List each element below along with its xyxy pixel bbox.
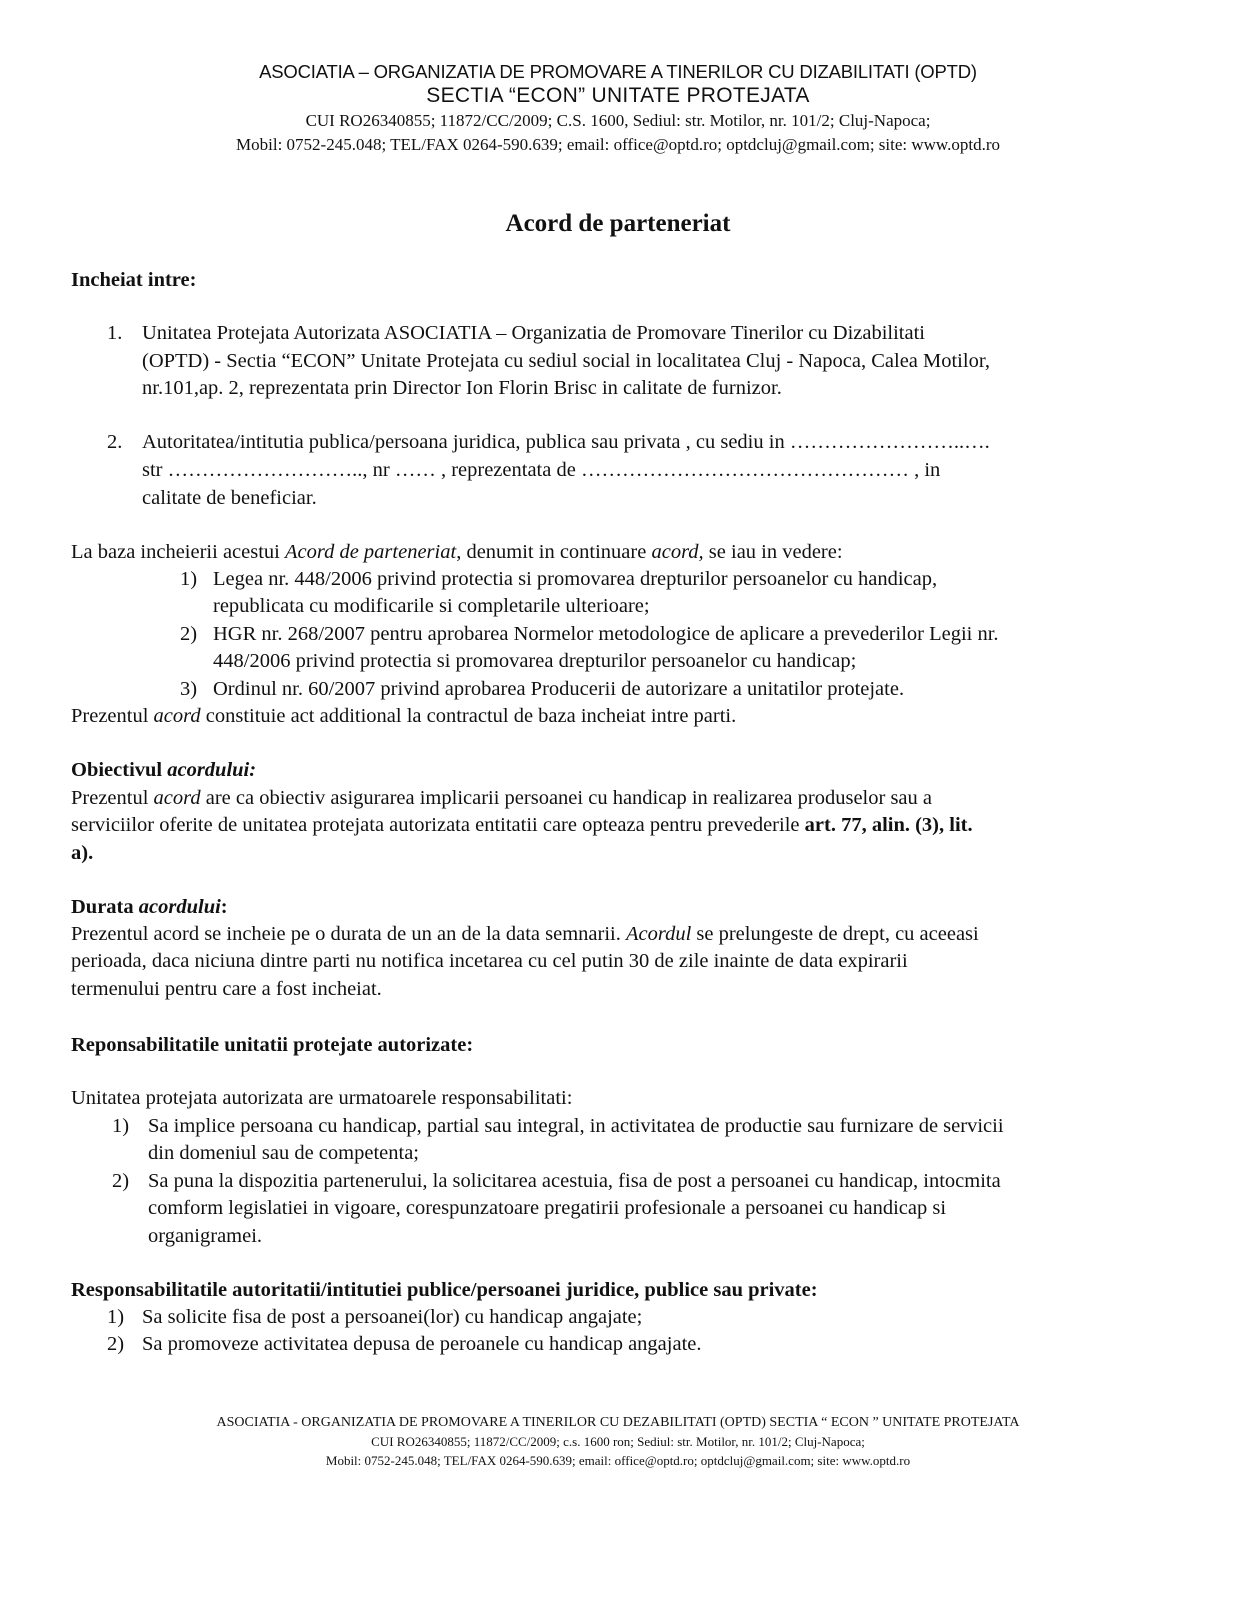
text: serviciilor oferite de unitatea protejata autorizata entitatii care opteaza pentru prevederile (71, 814, 805, 836)
list-item-line: HGR nr. 268/2007 pentru aprobarea Normelor metodologice de aplicare a prevederilor Legii nr. (213, 623, 999, 645)
list-number: 2) (180, 623, 198, 645)
list-item-line: Autoritatea/intitutia publica/persoana juridica, publica sau privata , cu sediu in ……………………..…. (142, 431, 990, 453)
list-number: 1) (107, 1306, 125, 1328)
list-item-line: str ……………………….., nr …… , reprezentata de ………………………………………… , in (142, 459, 941, 481)
list-item-line: Ordinul nr. 60/2007 privind aprobarea Producerii de autorizare a unitatilor protejate. (213, 678, 905, 700)
parties-heading: Incheiat intre: (71, 269, 197, 291)
text: acord (153, 705, 201, 727)
list-item-line: nr.101,ap. 2, reprezentata prin Director Ion Florin Brisc in calitate de furnizor. (142, 377, 782, 399)
text: Durata (71, 896, 139, 918)
footer-org-name: ASOCIATIA - ORGANIZATIA DE PROMOVARE A TINERILOR CU DEZABILITATI (OPTD) SECTIA “ ECON ” UNITATE PROTEJATA (216, 1415, 1020, 1430)
text: acord (153, 787, 201, 809)
duration-line (71, 921, 979, 948)
list-number: 2) (107, 1333, 125, 1355)
text: , denumit in continuare (456, 541, 652, 563)
header-contact: Mobil: 0752-245.048; TEL/FAX 0264-590.639; email: office@optd.ro; optdcluj@gmail.com; site: www.optd.ro (236, 135, 1000, 154)
text: : (220, 896, 228, 918)
duration-line: perioada, daca niciuna dintre parti nu notifica incetarea cu cel putin 30 de zile inainte de data expirarii (71, 950, 908, 972)
text: Prezentul acord se incheie pe o durata de un an de la data semnarii. (71, 923, 626, 945)
list-item-line: Sa promoveze activitatea depusa de peroanele cu handicap angajate. (142, 1333, 702, 1355)
list-number: 1) (112, 1115, 130, 1137)
auth-resp-heading: Responsabilitatile autoritatii/intitutiei publice/persoanei juridice, publice sau private: (71, 1279, 818, 1301)
basis-intro (71, 539, 843, 566)
text: acord, (651, 541, 704, 563)
list-item-line: republicata cu modificarile si completarile ulterioare; (213, 595, 650, 617)
unit-resp-heading: Reponsabilitatile unitatii protejate autorizate: (71, 1034, 474, 1056)
list-item-line: Unitatea Protejata Autorizata ASOCIATIA – Organizatia de Promovare Tinerilor cu Dizabilitati (142, 322, 925, 344)
text: se iau in vedere: (703, 541, 843, 563)
list-number: 3) (180, 678, 198, 700)
text: se prelungeste de drept, cu aceeasi (691, 923, 979, 945)
basis-closing (71, 703, 736, 730)
header-registration: CUI RO26340855; 11872/CC/2009; C.S. 1600, Sediul: str. Motilor, nr. 101/2; Cluj-Napoca; (305, 111, 931, 130)
text: art. 77, alin. (3), lit. (804, 814, 973, 836)
objective-line (71, 785, 932, 812)
list-item-line: comform legislatiei in vigoare, corespunzatoare pregatirii profesionale a persoanei cu handicap si (148, 1197, 947, 1219)
list-number: 2. (107, 431, 123, 453)
list-number: 2) (112, 1170, 130, 1192)
duration-heading (71, 894, 228, 921)
list-item-line: Sa implice persoana cu handicap, partial sau integral, in activitatea de productie sau furnizare de servicii (148, 1115, 1004, 1137)
text: acordului (138, 896, 221, 918)
list-item-line: Sa solicite fisa de post a persoanei(lor) cu handicap angajate; (142, 1306, 643, 1328)
objective-line: a). (71, 842, 94, 864)
unit-resp-intro: Unitatea protejata autorizata are urmatoarele responsabilitati: (71, 1087, 573, 1109)
list-item-line: Legea nr. 448/2006 privind protectia si promovarea drepturilor persoanelor cu handicap, (213, 568, 938, 590)
list-number: 1) (180, 568, 198, 590)
text: acordului: (167, 759, 257, 781)
list-item-line: (OPTD) - Sectia “ECON” Unitate Protejata cu sediul social in localitatea Cluj - Napoca, Calea Motilor, (142, 350, 990, 372)
text: constituie act additional la contractul de baza incheiat intre parti. (200, 705, 737, 727)
list-item-line: 448/2006 privind protectia si promovarea drepturilor persoanelor cu handicap; (213, 650, 857, 672)
list-item-line: organigramei. (148, 1225, 263, 1247)
text: Prezentul (71, 705, 154, 727)
list-number: 1. (107, 322, 123, 344)
footer-contact: Mobil: 0752-245.048; TEL/FAX 0264-590.639; email: office@optd.ro; optdcluj@gmail.com; site: www.optd.ro (325, 1453, 911, 1468)
duration-line: termenului pentru care a fost incheiat. (71, 978, 382, 1000)
text: Obiectivul (71, 759, 168, 781)
list-item-line: Sa puna la dispozitia partenerului, la solicitarea acestuia, fisa de post a persoanei cu handicap, intocmita (148, 1170, 1001, 1192)
list-item-line: din domeniul sau de competenta; (148, 1142, 419, 1164)
header-org-name: ASOCIATIA – ORGANIZATIA DE PROMOVARE A TINERILOR CU DIZABILITATI (OPTD) (259, 61, 977, 82)
text: Prezentul (71, 787, 154, 809)
text: are ca obiectiv asigurarea implicarii persoanei cu handicap in realizarea produselor sau a (200, 787, 932, 809)
text: La baza incheierii acestui (71, 541, 285, 563)
header-section-name: SECTIA “ECON” UNITATE PROTEJATA (426, 84, 810, 107)
footer-registration: CUI RO26340855; 11872/CC/2009; c.s. 1600 ron; Sediul: str. Motilor, nr. 101/2; Cluj-Napoca; (371, 1434, 865, 1449)
document-title: Acord de parteneriat (505, 210, 731, 237)
objective-line (71, 812, 973, 839)
text: Acord de parteneriat (285, 541, 457, 563)
text: Acordul (625, 923, 692, 945)
list-item-line: calitate de beneficiar. (142, 487, 317, 509)
objective-heading (71, 757, 256, 784)
